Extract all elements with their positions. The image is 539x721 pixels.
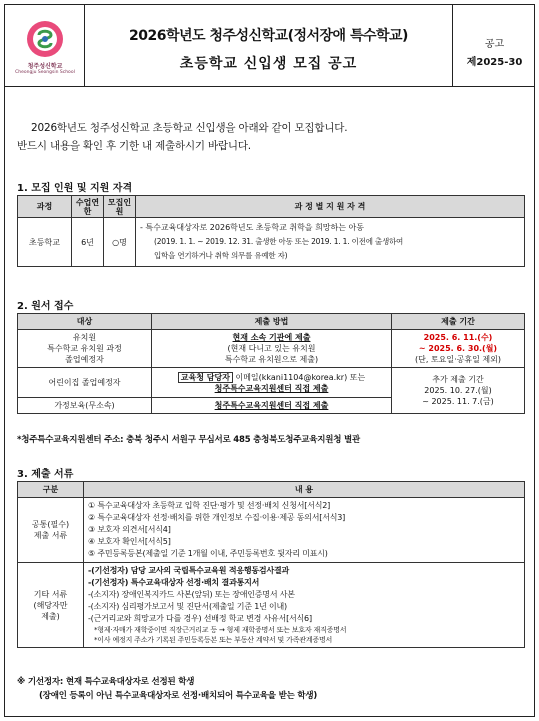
documents-table (17, 481, 525, 648)
section2-title: 2. 원서 접수 (17, 301, 74, 312)
header-method: 제출 방법 (152, 314, 392, 330)
school-logo-icon (27, 21, 63, 57)
period-end: ~ 2025. 6. 30.(월) (418, 344, 498, 353)
common-label-line2: 제출 서류 (33, 531, 68, 540)
target-home: 가정보육(무소속) (18, 398, 152, 414)
logo-school-name: 청주성신학교 (27, 63, 63, 70)
target1-line2: 특수학교 유치원 과정 (47, 344, 122, 353)
other-label-line1: 기타 서류 (33, 589, 68, 599)
logo-school-subtitle: Cheongju Seongsin School (15, 70, 75, 75)
school-logo-cell (5, 5, 85, 87)
count-value: ○명 (104, 218, 136, 267)
other-subnote: *형제·자매가 재학중이면 직장근거리교 등 → 형제 재학증명서 또는 보호자 재직증명서 (94, 626, 347, 634)
header-years: 수업연한 (72, 196, 104, 218)
header-contents: 내 용 (84, 482, 525, 498)
document-title-line2: 초등학교 신입생 모집 공고 (179, 56, 358, 72)
other-item: -(소지자) 심리평가보고서 및 진단서(제출일 기준 1년 이내) (88, 602, 287, 611)
other-item: -(기선정자) 특수교육대상자 선정·배치 결과통지서 (88, 578, 260, 587)
period-main (392, 330, 525, 368)
common-item: ③ 보호자 의견서[서식4] (88, 525, 171, 534)
other-item: -(소지자) 장애인복지카드 사본(앞뒤) 또는 장애인증명서 사본 (88, 590, 295, 599)
header-count: 모집인원 (104, 196, 136, 218)
header-target: 대상 (18, 314, 152, 330)
method2-line2: 청주특수교육지원센터 직접 제출 (214, 383, 329, 393)
qual-line2: (2019. 1. 1. ~ 2019. 12. 31. 출생한 아동 또는 2019. 1. 1. 이전에 출생하여 (154, 237, 404, 246)
other-subnote: *이사 예정지 주소가 기록된 주민등록등본 또는 부동산 계약서 및 가족관계증명서 (94, 636, 333, 644)
method-home: 청주특수교육지원센터 직접 제출 (152, 398, 392, 414)
common-item: ⑤ 주민등록등본(제출일 기준 1개월 이내, 주민등록번호 뒷자리 미표시) (88, 549, 328, 558)
other-docs-list (84, 563, 525, 648)
intro-line1: 2026학년도 청주성신학교 초등학교 신입생을 아래와 같이 모집합니다. (31, 122, 348, 134)
other-docs-label (18, 563, 84, 648)
notice-label: 공고 (484, 39, 505, 50)
qualification-value (136, 218, 525, 267)
common-label-line1: 공통(필수) (31, 520, 70, 529)
method1-line3: 특수학교 유치원으로 제출) (224, 355, 319, 364)
intro-line2: 반드시 내용을 확인 후 기한 내 제출하시기 바랍니다. (17, 140, 251, 152)
period-add-end: ~ 2025. 11. 7.(금) (422, 397, 494, 406)
target-kindergarten (18, 330, 152, 368)
application-table (17, 313, 525, 414)
common-docs-label (18, 498, 84, 563)
target1-line3: 졸업예정자 (65, 355, 104, 364)
method1-line1: 현재 소속 기관에 제출 (232, 333, 311, 342)
common-item: ① 특수교육대상자 초등학교 입학 진단·평가 및 선정·배치 신청서[서식2] (88, 501, 331, 510)
other-label-line3: 제출) (41, 611, 60, 621)
intro-text (17, 119, 527, 155)
footer-line2: (장애인 등록이 아닌 특수교육대상자로 선정·배치되어 특수교육을 받는 학생) (39, 691, 318, 701)
method1-line2: (현재 다니고 있는 유치원 (227, 344, 316, 353)
common-item: ④ 보호자 확인서[서식5] (88, 537, 171, 546)
period-add-label: 추가 제출 기간 (432, 375, 484, 384)
other-item: -(근거리교와 희망교가 다를 경우) 선배정 학교 변경 사유서[서식6] (88, 614, 312, 623)
document-header (5, 5, 534, 87)
common-item: ② 특수교육대상자 선정·배치를 위한 개인정보 수집·이용·제공 동의서[서식3] (88, 513, 346, 522)
title-cell (85, 5, 453, 87)
other-item: -(기선정자) 담당 교사의 국립특수교육원 적응행동검사결과 (88, 566, 290, 575)
method-kindergarten (152, 330, 392, 368)
period-note: (단, 토요일·공휴일 제외) (415, 355, 501, 364)
method-daycare (152, 368, 392, 398)
years-value: 6년 (72, 218, 104, 267)
common-docs-list (84, 498, 525, 563)
target1-line1: 유치원 (72, 333, 97, 342)
footer-line1: ※ 기선정자: 현재 특수교육대상자로 선정된 학생 (17, 677, 195, 687)
notice-document (4, 4, 535, 717)
recruitment-table (17, 195, 525, 267)
target-daycare: 어린이집 졸업예정자 (18, 368, 152, 398)
notice-number: 제2025-30 (466, 57, 523, 68)
other-label-line2: (해당자만 (33, 600, 68, 610)
header-course: 과정 (18, 196, 72, 218)
qual-line1: - 특수교육대상자로 2026학년도 초등학교 취학을 희망하는 아동 (140, 223, 364, 232)
method2-email: 이메일(kkani1104@korea.kr) 또는 (232, 372, 366, 382)
footer-note (17, 675, 317, 703)
period-add-start: 2025. 10. 27.(월) (424, 386, 492, 395)
notice-number-cell (453, 5, 536, 87)
qual-line3: 입학을 연기하거나 취학 의무를 유예한 자) (154, 251, 288, 260)
header-qualification: 과 정 별 지 원 자 격 (136, 196, 525, 218)
period-additional (392, 368, 525, 414)
center-address-note: *청주특수교육지원센터 주소: 충북 청주시 서원구 무심서로 485 충청북도청주교육지원청 별관 (17, 435, 361, 445)
section3-title: 3. 제출 서류 (17, 469, 74, 480)
section1-title: 1. 모집 인원 및 지원 자격 (17, 183, 133, 194)
header-period: 제출 기간 (392, 314, 525, 330)
course-value: 초등학교 (18, 218, 72, 267)
header-category: 구분 (18, 482, 84, 498)
period-start: 2025. 6. 11.(수) (423, 333, 493, 342)
document-title-line1: 2026학년도 청주성신학교(정서장애 특수학교) (129, 28, 408, 44)
method2-contact: 교육청 담당자 (178, 372, 233, 383)
